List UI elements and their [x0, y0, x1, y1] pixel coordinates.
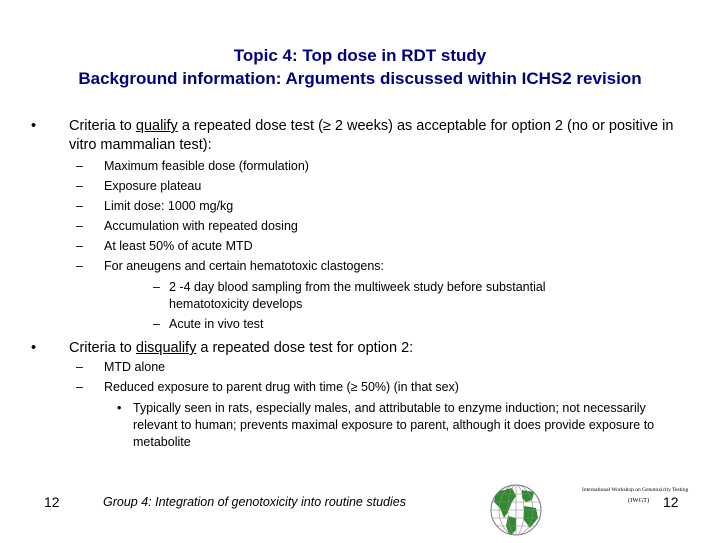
bullet-text-underlined: qualify — [135, 118, 178, 134]
list-item: – For aneugens and certain hematotoxic clastogens: — [76, 259, 385, 273]
bullet-dot: • — [31, 118, 37, 134]
slide-title-line-2: Background information: Arguments discussed within ICHS2 revision — [78, 69, 642, 88]
footer-text: Group 4: Integration of genotoxicity into routine studies — [103, 495, 406, 509]
list-item: – Acute in vivo test — [153, 317, 264, 331]
list-item: – Exposure plateau — [76, 179, 202, 193]
bullet-text-post: a repeated dose test for option 2: — [196, 340, 414, 356]
bullet-text-post: a repeated dose test (≥ 2 weeks) as acceptable for option 2 (no or positive in vitro mammalian test): — [69, 118, 674, 153]
svg-text:(IWGT): (IWGT) — [628, 497, 650, 504]
list-item: – Limit dose: 1000 mg/kg — [76, 199, 234, 213]
list-item: • Typically seen in rats, especially males, and attributable to enzyme induction; not necessarily relevant to human; prevents maximal exposure to parent, although it does provide exposure to metabolite — [117, 401, 655, 449]
svg-text:International Workshop on Geno: International Workshop on Genotoxicity Testing — [582, 487, 689, 493]
bullet-text-underlined: disqualify — [135, 340, 197, 356]
list-item: – Accumulation with repeated dosing — [76, 219, 298, 233]
bullet-text-pre: Criteria to — [69, 340, 136, 356]
list-item: – 2 -4 day blood sampling from the multiweek study before substantial hematotoxicity develops — [153, 280, 546, 311]
list-item: – Reduced exposure to parent drug with time (≥ 50%) (in that sex) — [76, 380, 459, 394]
slide-title-line-1: Topic 4: Top dose in RDT study — [233, 46, 487, 65]
page-number: 12 — [663, 494, 679, 510]
list-item: – MTD alone — [76, 360, 166, 374]
footer-slide-number: 12 — [44, 494, 60, 510]
list-item: – Maximum feasible dose (formulation) — [76, 159, 309, 173]
bullet-qualify-criteria — [31, 117, 689, 155]
list-item: – At least 50% of acute MTD — [76, 239, 253, 253]
bullet-text-pre: Criteria to — [69, 118, 136, 134]
bullet-disqualify-criteria — [31, 339, 689, 358]
bullet-dot: • — [31, 340, 37, 356]
